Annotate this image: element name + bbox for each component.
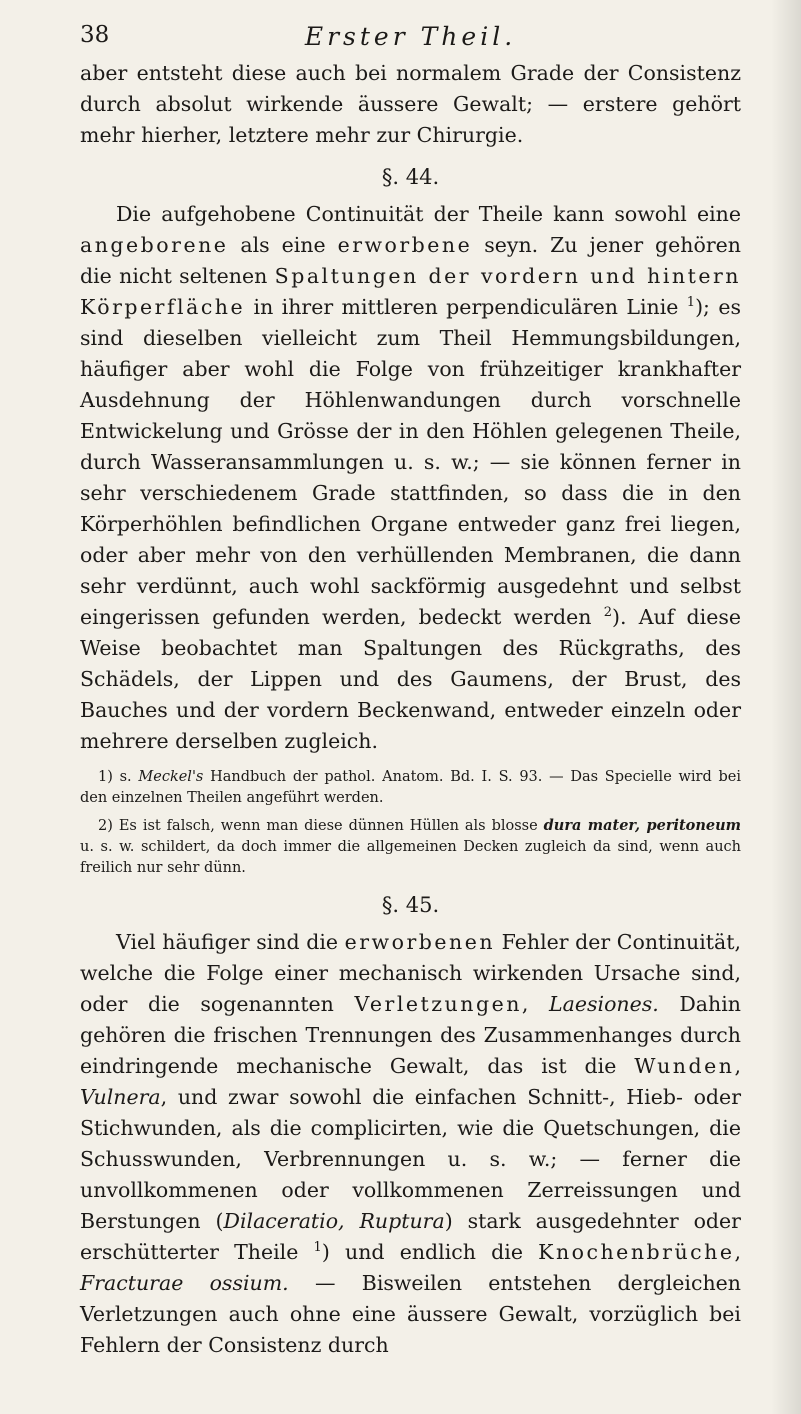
term-laesiones: Laesiones. <box>549 992 659 1016</box>
paragraph-section-44: Die aufgehobene Continuität der Theile kann sowohl eine angeborene als eine erworbene seyn. Zu jener gehören die nicht seltenen Spaltungen der vordern und hintern Körperfläche in ihrer mittleren perpendiculären Linie $^1$); es sind dieselben vielleicht zum Theil Hemmungsbildungen, häufiger aber wohl die Folge von frühzeitiger krankhafter Ausdehnung der Höhlenwandungen durch vorschnelle Entwickelung und Grösse der in den Höhlen gelegenen Theile, durch Wasseransammlungen u. s. w.; — sie können ferner in sehr verschiedenem Grade stattfinden, so dass die in den Körperhöhlen befindlichen Organe entweder ganz frei liegen, oder aber mehr von den verhüllenden Membranen, die dann sehr verdünnt, auch wohl sackförmig ausgedehnt und selbst eingerissen gefunden werden, bedeckt werden $^2$). Auf diese Weise beobachtet man Spaltungen des Rückgraths, des Schädels, der Lippen und des Gaumens, der Brust, des Bauches und der vordern Beckenwand, entweder einzeln oder mehrere derselben zugleich. <box>80 202 742 753</box>
emphasis-wunden: Wunden <box>634 1054 735 1078</box>
paragraph-continuation: aber entsteht diese auch bei normalem Grade der Consistenz durch absolut wirkende äussere Gewalt; — erstere gehört mehr hierher, letztere mehr zur Chirurgie. <box>80 61 741 147</box>
emphasis-angeborene: angeborene <box>80 233 229 257</box>
emphasis-erworbenen: erworbenen <box>344 930 496 954</box>
footnotes-section-44 <box>80 767 741 879</box>
running-head <box>80 22 741 58</box>
emphasis-knochenbrueche: Knochenbrüche <box>538 1240 735 1264</box>
body-text <box>80 58 741 1361</box>
emphasis-verletzungen: Verletzungen <box>354 992 522 1016</box>
term-dilaceratio: Dilaceratio, Ruptura <box>223 1209 445 1233</box>
footnote-ref-45-1: 1 <box>313 1240 322 1256</box>
page-edge-shadow <box>771 0 801 1414</box>
running-title: Erster Theil. <box>304 22 517 51</box>
emphasis-spaltungen: Spaltungen der vordern und hintern Körperfläche <box>80 264 741 319</box>
page-number: 38 <box>80 22 110 48</box>
footnote-ref-1: 1 <box>686 295 696 311</box>
section-heading-44: §. 44. <box>381 165 440 189</box>
paragraph-section-45: Viel häufiger sind die erworbenen Fehler der Continuität, welche die Folge einer mechanisch wirkenden Ursache sind, oder die sogenannten Verletzungen, Laesiones. Dahin gehören die frischen Trennungen des Zusammenhanges durch eindringende mechanische Gewalt, das ist die Wunden, Vulnera, und zwar sowohl die einfachen Schnitt-, Hieb- oder Stichwunden, als die complicirten, wie die Quetschungen, die Schusswunden, Verbrennungen u. s. w.; — ferner die unvollkommenen oder vollkommenen Zerreissungen und Berstungen (Dilaceratio, Ruptura) stark ausgedehnter oder erschütterter Theile $^1$) und endlich die Knochenbrüche, Fracturae ossium. — Bisweilen entstehen dergleichen Verletzungen auch ohne eine äussere Gewalt, vorzüglich bei Fehlern der Consistenz durch <box>80 930 742 1357</box>
term-fracturae: Fracturae ossium. <box>80 1271 289 1295</box>
footnote-2: 2) Es ist falsch, wenn man diese dünnen Hüllen als blosse dura mater, peritoneum u. s. w. schildert, da doch immer die allgemeinen Decken zugleich da sind, wenn auch freilich nur sehr dünn. <box>80 817 741 876</box>
term-vulnera: Vulnera <box>80 1085 161 1109</box>
emphasis-erworbene: erworbene <box>337 233 473 257</box>
footnote-1: 1) s. Meckel's Handbuch der pathol. Anatom. Bd. I. S. 93. — Das Specielle wird bei den einzelnen Theilen angeführt werden. <box>80 769 741 806</box>
section-heading-45: §. 45. <box>381 893 440 917</box>
footnote-ref-2: 2 <box>603 605 612 621</box>
